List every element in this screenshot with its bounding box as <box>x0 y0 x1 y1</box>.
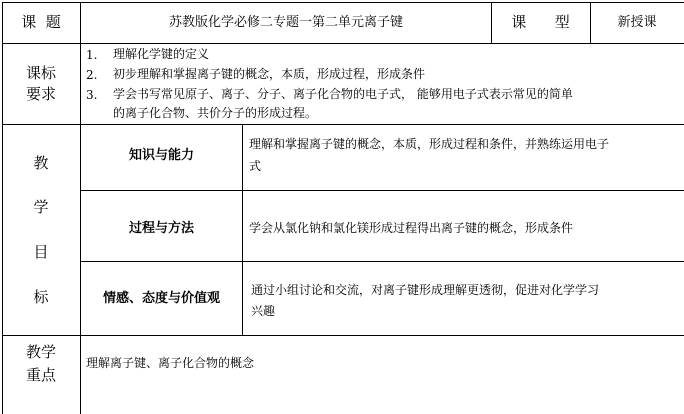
type-value: 新授课 <box>617 15 657 30</box>
goal-text-line1: 通过小组讨论和交流，对离子键形成理解更透彻，促进对化学学习 <box>251 283 600 297</box>
type-label: 课 型 <box>511 13 570 31</box>
goal-text-line2: 兴趣 <box>251 304 276 318</box>
goal-divider-2 <box>80 261 684 262</box>
requirement-text: 学会书写常见原子、离子、分子、离子化合物的电子式， 能够用电子式表示常见的简单 <box>113 87 573 101</box>
col-divider-label <box>80 2 81 414</box>
goals-label-char-1: 教 <box>33 154 49 172</box>
requirements-label-line2: 要求 <box>25 85 56 103</box>
goals-label-char-3: 目 <box>33 243 49 261</box>
topic-label: 课 题 <box>21 13 61 31</box>
requirement-text: 理解化学键的定义 <box>113 47 210 61</box>
row-divider-goals <box>2 335 684 336</box>
goal-text-line2: 式 <box>249 159 262 173</box>
requirement-item-3-continuation: 的离子化合物、共价分子的形成过程。 <box>113 106 318 120</box>
requirement-number: 3. <box>86 88 98 102</box>
focus-text: 理解离子键、离子化合物的概念 <box>86 356 255 370</box>
requirement-text: 初步理解和掌握离子键的概念，本质，形成过程，形成条件 <box>113 67 426 81</box>
goal-text-line1: 理解和掌握离子键的概念，本质，形成过程和条件，并熟练运用电子 <box>249 137 610 151</box>
goal-text-line1: 学会从氯化钠和氯化镁形成过程得出离子键的概念，形成条件 <box>249 221 574 235</box>
focus-label-line2: 重点 <box>25 366 56 384</box>
row-divider-header <box>2 43 684 44</box>
focus-label-line1: 教学 <box>25 343 56 361</box>
goals-label-char-2: 学 <box>33 198 49 216</box>
goal-title: 情感、态度与价值观 <box>102 291 220 306</box>
topic-title: 苏教版化学必修二专题一第二单元离子键 <box>168 15 403 30</box>
requirements-label-line1: 课标 <box>25 64 56 82</box>
requirement-number: 1. <box>86 48 98 62</box>
goals-label-char-4: 标 <box>33 288 49 306</box>
goal-title: 知识与能力 <box>128 148 194 163</box>
goal-divider-1 <box>80 190 684 191</box>
requirement-number: 2. <box>86 68 98 82</box>
border-top <box>2 2 684 3</box>
goal-title: 过程与方法 <box>128 221 194 236</box>
row-divider-requirements <box>2 124 684 125</box>
goals-col-divider <box>242 124 243 335</box>
